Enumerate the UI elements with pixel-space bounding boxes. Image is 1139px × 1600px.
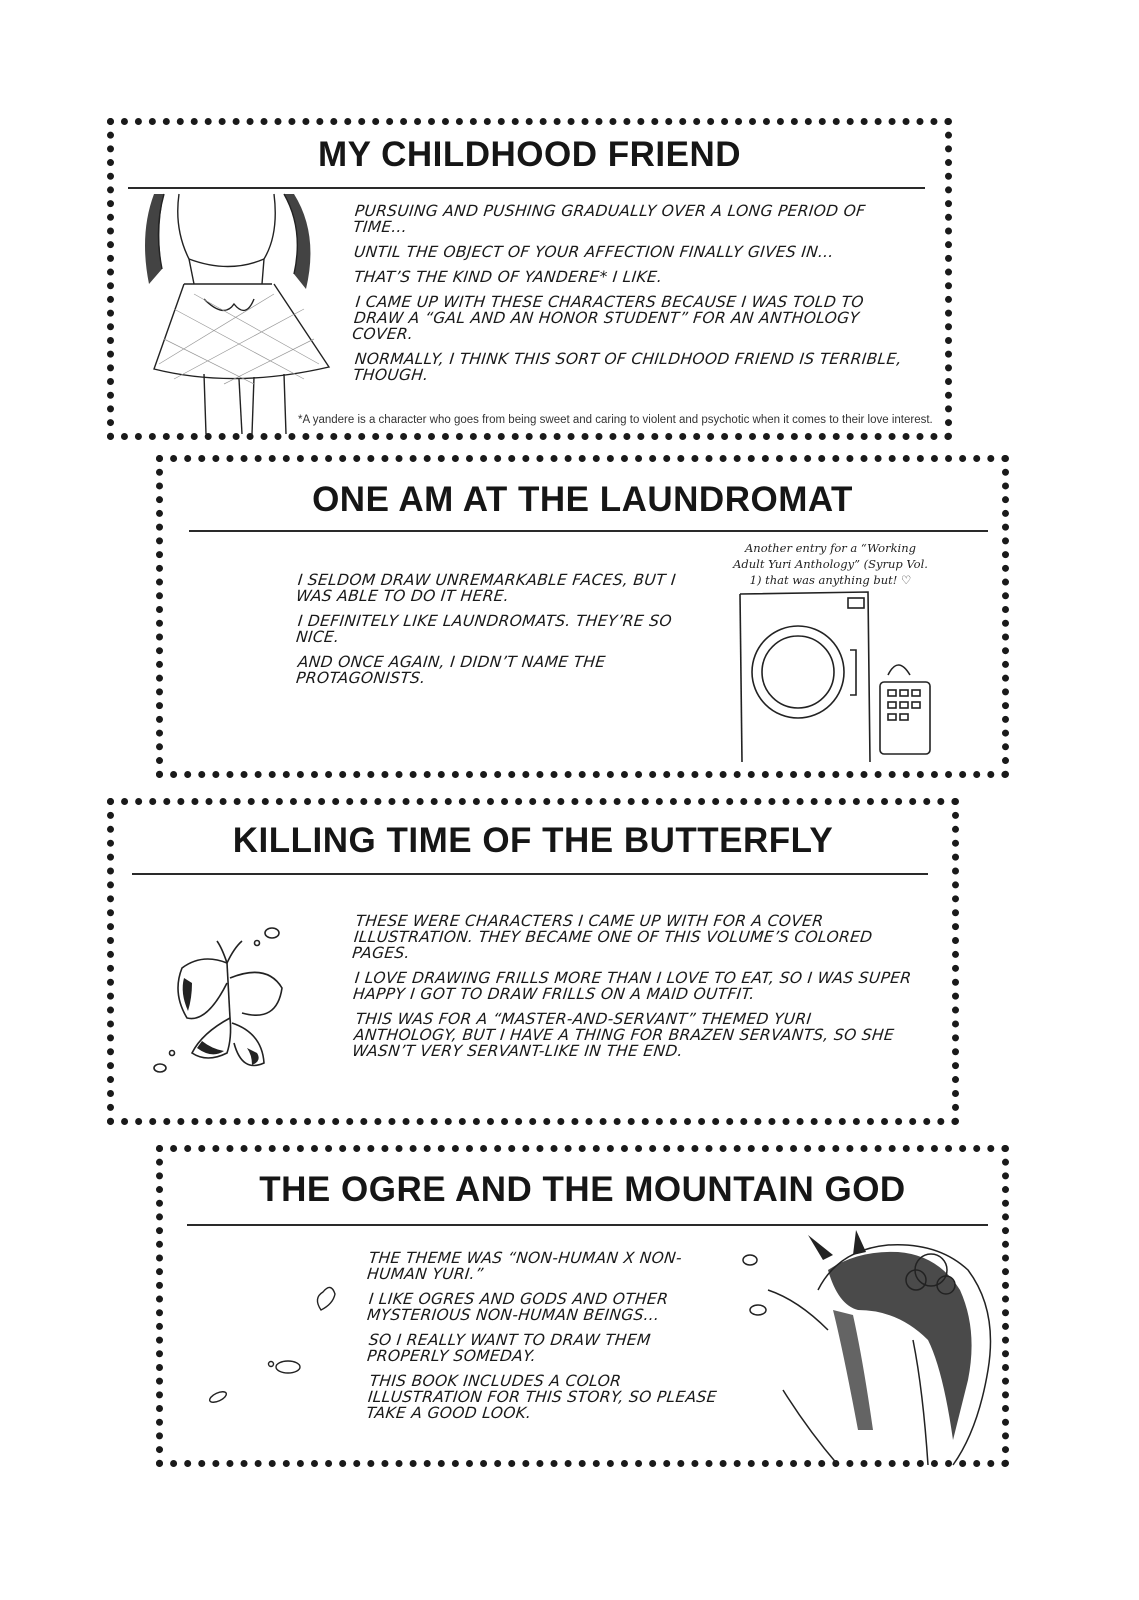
note-paragraph: UNTIL THE OBJECT OF YOUR AFFECTION FINALLY GIVES IN… [353, 243, 835, 261]
note-paragraph: I SELDOM DRAW UNREMARKABLE FACES, BUT I WAS ABLE TO DO IT HERE. [295, 571, 677, 605]
note-paragraph: THESE WERE CHARACTERS I CAME UP WITH FOR A COVER ILLUSTRATION. THEY BECAME ONE OF THIS VOLUME’S COLORED PAGES. [351, 912, 874, 962]
section-my-childhood-friend [107, 118, 952, 440]
butterfly-illustration [152, 923, 302, 1083]
note-paragraph: THIS BOOK INCLUDES A COLOR ILLUSTRATION FOR THIS STORY, SO PLEASE TAKE A GOOD LOOK. [365, 1372, 718, 1422]
section-notes [351, 202, 909, 392]
note-paragraph: SO I REALLY WANT TO DRAW THEM PROPERLY SOMEDAY. [366, 1331, 652, 1365]
section-title: ONE AM AT THE LAUNDROMAT [312, 480, 853, 519]
section-notes [297, 572, 687, 695]
section-killing-time-of-the-butterfly [107, 798, 959, 1125]
title-rule [189, 530, 988, 532]
note-paragraph: THIS WAS FOR A “MASTER-AND-SERVANT” THEMED YURI ANTHOLOGY, BUT I HAVE A THING FOR BRAZEN SERVANTS, SO SHE WASN’T VERY SERVANT-LIKE IN THE END. [351, 1010, 896, 1060]
petals-decoration [203, 1282, 353, 1412]
note-paragraph: I DEFINITELY LIKE LAUNDROMATS. THEY’RE SO NICE. [295, 612, 673, 646]
section-title: THE OGRE AND THE MOUNTAIN GOD [259, 1170, 906, 1209]
note-paragraph: PURSUING AND PUSHING GRADUALLY OVER A LONG PERIOD OF TIME… [352, 202, 867, 236]
note-paragraph: I CAME UP WITH THESE CHARACTERS BECAUSE I WAS TOLD TO DRAW A “GAL AND AN HONOR STUDENT” FOR AN ANTHOLOGY COVER. [351, 293, 865, 343]
section-title: MY CHILDHOOD FRIEND [317, 135, 742, 174]
handwritten-note: Another entry for a “Working Adult Yuri Anthology” (Syrup Vol. 1) that was anything but! ♡ [733, 541, 928, 587]
title-rule [132, 873, 928, 875]
note-paragraph: AND ONCE AGAIN, I DIDN’T NAME THE PROTAGONISTS. [295, 653, 607, 687]
note-paragraph: THAT’S THE KIND OF YANDERE* I LIKE. [353, 268, 664, 286]
schoolgirl-illustration [134, 189, 344, 434]
section-the-ogre-and-the-mountain-god [156, 1145, 1009, 1467]
section-one-am-at-the-laundromat [156, 455, 1009, 778]
washing-machine-illustration [738, 590, 963, 765]
section-title: KILLING TIME OF THE BUTTERFLY [232, 821, 834, 860]
note-paragraph: NORMALLY, I THINK THIS SORT OF CHILDHOOD FRIEND IS TERRIBLE, THOUGH. [352, 350, 903, 384]
yandere-footnote: *A yandere is a character who goes from being sweet and caring to violent and psychotic when it comes to their love interest. [298, 414, 933, 426]
title-rule [187, 1224, 988, 1226]
note-paragraph: THE THEME WAS “NON-HUMAN X NON-HUMAN YURI.” [366, 1249, 683, 1283]
section-notes [351, 912, 914, 1068]
section-notes [365, 1249, 728, 1430]
note-paragraph: I LOVE DRAWING FRILLS MORE THAN I LOVE TO EAT, SO I WAS SUPER HAPPY I GOT TO DRAW FRILLS ON A MAID OUTFIT. [352, 969, 913, 1003]
ogre-illustration [738, 1230, 1008, 1470]
note-paragraph: I LIKE OGRES AND GODS AND OTHER MYSTERIOUS NON-HUMAN BEINGS… [366, 1290, 670, 1324]
